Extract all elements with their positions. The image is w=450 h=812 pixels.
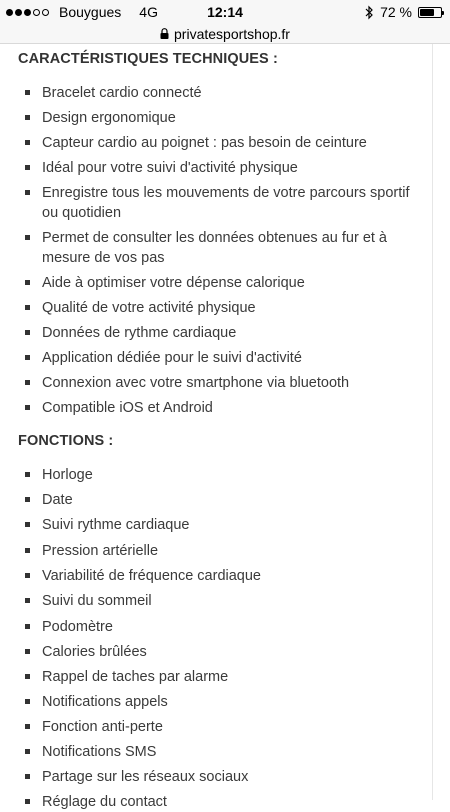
bullet <box>25 774 30 779</box>
list-item-text: Suivi rythme cardiaque <box>42 517 190 533</box>
list-item <box>42 490 412 510</box>
bullet <box>25 799 30 804</box>
bullet <box>25 699 30 704</box>
list-item <box>42 108 412 128</box>
bluetooth-icon <box>365 5 374 20</box>
bullet <box>25 674 30 679</box>
list-item-text: Calories brûlées <box>42 644 147 660</box>
list-item <box>42 398 412 418</box>
list-item <box>42 717 412 737</box>
list-item <box>42 183 412 223</box>
bullet <box>25 497 30 502</box>
section-title-functions: FONCTIONS : <box>18 433 114 449</box>
status-bar <box>0 0 450 24</box>
list-item-text: Compatible iOS et Android <box>42 400 213 416</box>
bullet <box>25 115 30 120</box>
bullet <box>25 165 30 170</box>
list-item-text: Données de rythme cardiaque <box>42 325 237 341</box>
list-item-text: Variabilité de fréquence cardiaque <box>42 568 261 584</box>
list-item <box>42 792 412 812</box>
url-domain[interactable]: privatesportshop.fr <box>174 25 290 42</box>
list-item-text: Enregistre tous les mouvements de votre parcours sportif ou quotidien <box>42 185 410 221</box>
bullet <box>25 305 30 310</box>
list-item <box>42 323 412 343</box>
list-item-text: Application dédiée pour le suivi d'activité <box>42 350 302 366</box>
list-item <box>42 642 412 662</box>
list-item <box>42 692 412 712</box>
list-item <box>42 133 412 153</box>
bullet <box>25 235 30 240</box>
list-item-text: Date <box>42 492 73 508</box>
bullet <box>25 380 30 385</box>
list-item-text: Aide à optimiser votre dépense calorique <box>42 275 305 291</box>
list-item-text: Connexion avec votre smartphone via bluetooth <box>42 375 350 391</box>
list-item-text: Idéal pour votre suivi d'activité physique <box>42 160 298 176</box>
bullet <box>25 749 30 754</box>
list-item <box>42 541 412 561</box>
bullet <box>25 190 30 195</box>
content-divider <box>432 44 433 800</box>
bullet <box>25 548 30 553</box>
clock: 12:14 <box>207 4 243 20</box>
list-item-text: Permet de consulter les données obtenues au fur et à mesure de vos pas <box>42 230 387 266</box>
bullet <box>25 624 30 629</box>
list-item-text: Rappel de taches par alarme <box>42 669 229 685</box>
list-item-text: Réglage du contact <box>42 794 167 810</box>
battery-percent: 72 % <box>380 4 412 20</box>
list-item-text: Notifications SMS <box>42 744 157 760</box>
bullet <box>25 598 30 603</box>
list-item-text: Design ergonomique <box>42 110 176 126</box>
list-item <box>42 617 412 637</box>
list-item-text: Bracelet cardio connecté <box>42 85 202 101</box>
list-item <box>42 742 412 762</box>
battery-icon <box>418 7 442 18</box>
list-item <box>42 566 412 586</box>
page-content <box>0 44 450 810</box>
list-item <box>42 767 412 787</box>
lock-icon <box>160 28 169 39</box>
url-bar[interactable] <box>0 24 450 44</box>
bullet <box>25 522 30 527</box>
list-item <box>42 667 412 687</box>
list-item <box>42 348 412 368</box>
list-item <box>42 298 412 318</box>
bullet <box>25 472 30 477</box>
list-item <box>42 83 412 103</box>
list-item-text: Podomètre <box>42 619 113 635</box>
list-item <box>42 273 412 293</box>
status-right <box>365 4 442 20</box>
list-item <box>42 591 412 611</box>
list-item-text: Partage sur les réseaux sociaux <box>42 769 249 785</box>
list-item <box>42 158 412 178</box>
bullet <box>25 649 30 654</box>
list-item-text: Qualité de votre activité physique <box>42 300 256 316</box>
bullet <box>25 405 30 410</box>
bullet <box>25 140 30 145</box>
section-title-technical: CARACTÉRISTIQUES TECHNIQUES : <box>18 51 278 67</box>
bullet <box>25 280 30 285</box>
battery-fill <box>420 9 434 16</box>
list-item <box>42 373 412 393</box>
bullet <box>25 90 30 95</box>
network-type: 4G <box>139 4 158 20</box>
bullet <box>25 573 30 578</box>
list-item-text: Capteur cardio au poignet : pas besoin de ceinture <box>42 135 367 151</box>
list-item-text: Pression artérielle <box>42 543 159 559</box>
list-item-text: Notifications appels <box>42 694 168 710</box>
list-item <box>42 228 412 268</box>
list-item-text: Suivi du sommeil <box>42 593 152 609</box>
list-item <box>42 465 412 485</box>
list-item-text: Fonction anti-perte <box>42 719 163 735</box>
list-item <box>42 515 412 535</box>
carrier-name: Bouygues <box>59 4 122 20</box>
list-item-text: Horloge <box>42 467 93 483</box>
bullet <box>25 330 30 335</box>
bullet <box>25 355 30 360</box>
bullet <box>25 724 30 729</box>
